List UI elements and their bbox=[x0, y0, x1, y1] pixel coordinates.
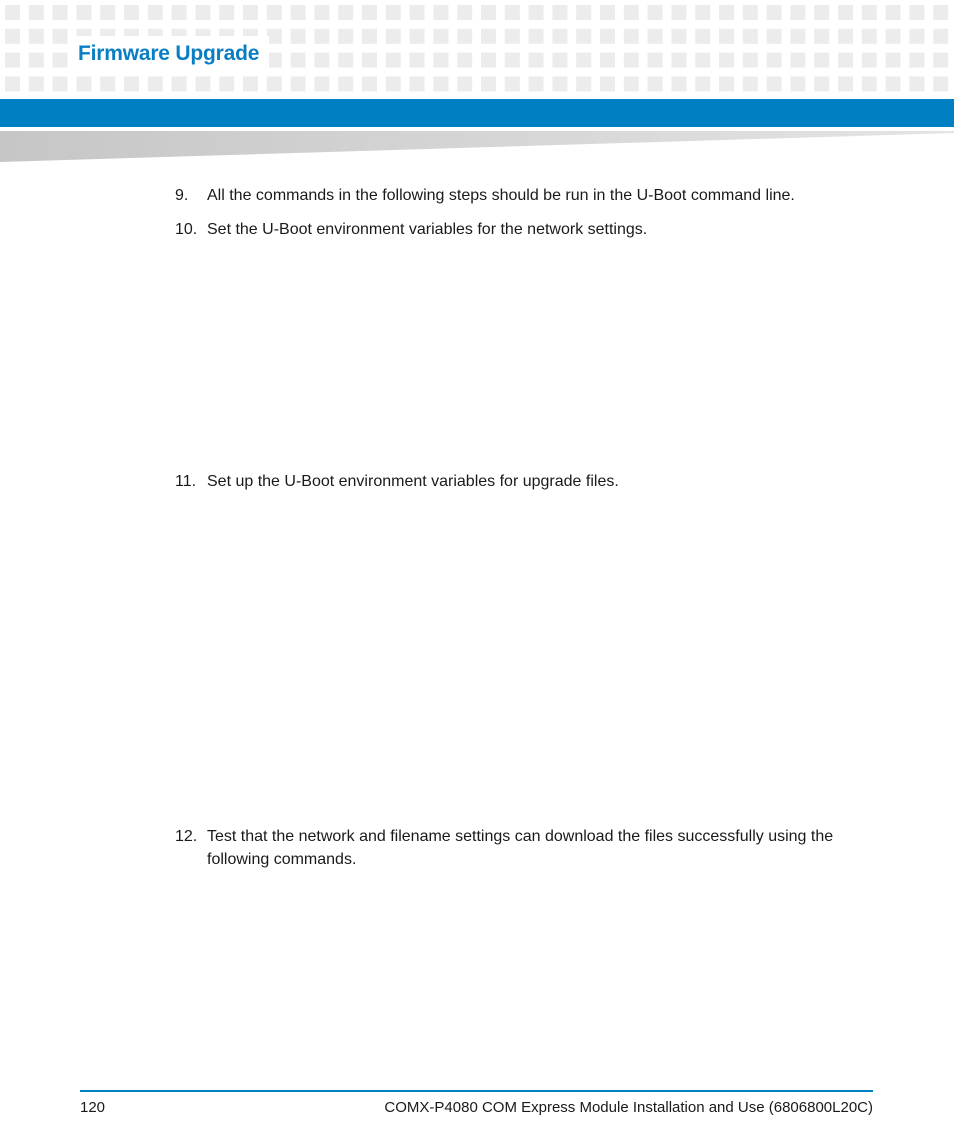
grid-square bbox=[600, 76, 615, 91]
step-item bbox=[175, 825, 875, 871]
grid-square bbox=[838, 29, 853, 44]
grid-square bbox=[814, 76, 829, 91]
grid-square bbox=[838, 76, 853, 91]
grid-square bbox=[505, 53, 520, 68]
grid-square bbox=[576, 5, 591, 20]
grid-square bbox=[481, 5, 496, 20]
grid-square bbox=[338, 76, 353, 91]
grid-square bbox=[410, 53, 425, 68]
grid-square bbox=[481, 29, 496, 44]
step-item bbox=[175, 218, 875, 241]
grid-square bbox=[505, 29, 520, 44]
grid-square bbox=[862, 5, 877, 20]
grid-square bbox=[148, 76, 163, 91]
grid-square bbox=[314, 76, 329, 91]
grid-square bbox=[909, 5, 924, 20]
grid-square bbox=[743, 53, 758, 68]
grid-square bbox=[862, 76, 877, 91]
step-number: 11. bbox=[175, 473, 197, 490]
grid-square bbox=[767, 5, 782, 20]
grid-square bbox=[790, 76, 805, 91]
grid-square bbox=[790, 5, 805, 20]
grid-square bbox=[909, 29, 924, 44]
grid-square bbox=[695, 29, 710, 44]
grid-square bbox=[862, 53, 877, 68]
grid-square bbox=[29, 5, 44, 20]
grid-square bbox=[552, 53, 567, 68]
grid-square bbox=[862, 29, 877, 44]
grid-square bbox=[410, 29, 425, 44]
grid-square bbox=[291, 76, 306, 91]
grid-square bbox=[172, 5, 187, 20]
grid-square bbox=[457, 53, 472, 68]
step-text: Set up the U-Boot environment variables for upgrade files. bbox=[207, 473, 619, 490]
grid-square bbox=[838, 5, 853, 20]
grid-square bbox=[529, 29, 544, 44]
grid-square bbox=[648, 29, 663, 44]
grid-square bbox=[505, 5, 520, 20]
grid-square bbox=[291, 29, 306, 44]
step-text: Set the U-Boot environment variables for the network settings. bbox=[207, 221, 648, 238]
step-number: 9. bbox=[175, 187, 189, 204]
grid-square bbox=[195, 5, 210, 20]
grid-square bbox=[648, 53, 663, 68]
grid-square bbox=[529, 53, 544, 68]
grid-square bbox=[671, 29, 686, 44]
grid-square bbox=[624, 76, 639, 91]
grid-square bbox=[481, 76, 496, 91]
grid-square bbox=[267, 76, 282, 91]
footer-rule bbox=[80, 1090, 873, 1092]
grid-square bbox=[100, 5, 115, 20]
grid-square bbox=[362, 29, 377, 44]
grid-square bbox=[195, 76, 210, 91]
grid-square bbox=[695, 76, 710, 91]
grid-square bbox=[719, 76, 734, 91]
grid-square bbox=[291, 53, 306, 68]
grid-square bbox=[624, 29, 639, 44]
grid-square bbox=[529, 5, 544, 20]
grid-square bbox=[457, 5, 472, 20]
grid-square bbox=[624, 5, 639, 20]
grid-square bbox=[53, 5, 68, 20]
grid-square bbox=[338, 29, 353, 44]
grid-square bbox=[648, 76, 663, 91]
grid-square bbox=[5, 53, 20, 68]
grid-square bbox=[505, 76, 520, 91]
grid-square bbox=[552, 29, 567, 44]
grid-square bbox=[719, 29, 734, 44]
grid-square bbox=[695, 5, 710, 20]
grid-square bbox=[909, 53, 924, 68]
grid-square bbox=[53, 29, 68, 44]
grid-square bbox=[814, 53, 829, 68]
grid-square bbox=[933, 53, 948, 68]
grid-square bbox=[243, 76, 258, 91]
grid-square bbox=[457, 29, 472, 44]
grid-square bbox=[148, 5, 163, 20]
grid-square bbox=[648, 5, 663, 20]
grid-square bbox=[433, 29, 448, 44]
grid-square bbox=[600, 5, 615, 20]
grid-square bbox=[53, 53, 68, 68]
step-text: Test that the network and filename settings can download the files successfully using the following commands. bbox=[207, 828, 834, 868]
grid-square bbox=[314, 53, 329, 68]
grid-square bbox=[219, 5, 234, 20]
document-title: COMX-P4080 COM Express Module Installation and Use (6806800L20C) bbox=[384, 1099, 873, 1116]
grid-square bbox=[267, 5, 282, 20]
step-text: All the commands in the following steps should be run in the U-Boot command line. bbox=[207, 187, 795, 204]
grid-square bbox=[457, 76, 472, 91]
grid-square bbox=[5, 76, 20, 91]
grid-square bbox=[386, 29, 401, 44]
grid-square bbox=[29, 76, 44, 91]
grid-square bbox=[933, 76, 948, 91]
grid-square bbox=[124, 76, 139, 91]
grid-square bbox=[76, 76, 91, 91]
grid-square bbox=[719, 53, 734, 68]
step-number: 10. bbox=[175, 221, 198, 238]
grid-square bbox=[552, 76, 567, 91]
grid-square bbox=[743, 5, 758, 20]
grid-square bbox=[481, 53, 496, 68]
grid-square bbox=[671, 53, 686, 68]
grid-square bbox=[743, 76, 758, 91]
grid-square bbox=[243, 5, 258, 20]
grid-square bbox=[576, 53, 591, 68]
step-item bbox=[175, 470, 875, 493]
grid-square bbox=[529, 76, 544, 91]
section-title-container bbox=[70, 36, 269, 72]
grid-square bbox=[410, 76, 425, 91]
grid-square bbox=[671, 5, 686, 20]
grid-square bbox=[886, 29, 901, 44]
grid-square bbox=[552, 5, 567, 20]
grid-square bbox=[386, 76, 401, 91]
grid-square bbox=[362, 5, 377, 20]
grid-square bbox=[124, 5, 139, 20]
grid-square bbox=[53, 76, 68, 91]
grid-square bbox=[600, 53, 615, 68]
grid-square bbox=[362, 53, 377, 68]
grid-square bbox=[100, 76, 115, 91]
grid-square bbox=[576, 29, 591, 44]
grid-square bbox=[5, 5, 20, 20]
grid-square bbox=[362, 76, 377, 91]
grid-square bbox=[624, 53, 639, 68]
grid-square bbox=[291, 5, 306, 20]
grid-square bbox=[314, 5, 329, 20]
grid-square bbox=[790, 29, 805, 44]
header-grey-wedge bbox=[0, 127, 954, 167]
grid-square bbox=[76, 5, 91, 20]
grid-square bbox=[933, 5, 948, 20]
grid-square bbox=[338, 5, 353, 20]
step-item bbox=[175, 184, 875, 207]
grid-square bbox=[814, 29, 829, 44]
grid-square bbox=[386, 53, 401, 68]
grid-square bbox=[29, 53, 44, 68]
header-blue-band bbox=[0, 99, 954, 127]
grid-square bbox=[838, 53, 853, 68]
grid-square bbox=[433, 53, 448, 68]
grid-square bbox=[743, 29, 758, 44]
grid-square bbox=[172, 76, 187, 91]
grid-square bbox=[814, 5, 829, 20]
section-title: Firmware Upgrade bbox=[78, 42, 260, 65]
grid-square bbox=[933, 29, 948, 44]
grid-square bbox=[433, 76, 448, 91]
grid-square bbox=[576, 76, 591, 91]
grid-square bbox=[886, 53, 901, 68]
step-number: 12. bbox=[175, 828, 198, 845]
grid-square bbox=[886, 5, 901, 20]
grid-square bbox=[433, 5, 448, 20]
grid-square bbox=[767, 53, 782, 68]
grid-square bbox=[767, 29, 782, 44]
grid-square bbox=[29, 29, 44, 44]
grid-square bbox=[5, 29, 20, 44]
grid-square bbox=[767, 76, 782, 91]
grid-square bbox=[314, 29, 329, 44]
page-number: 120 bbox=[80, 1099, 106, 1116]
grid-square bbox=[909, 76, 924, 91]
grid-square bbox=[695, 53, 710, 68]
grid-square bbox=[886, 76, 901, 91]
grid-square bbox=[600, 29, 615, 44]
grid-square bbox=[386, 5, 401, 20]
grid-square bbox=[719, 5, 734, 20]
grid-square bbox=[219, 76, 234, 91]
grid-square bbox=[671, 76, 686, 91]
grid-square bbox=[410, 5, 425, 20]
grid-square bbox=[338, 53, 353, 68]
grid-square bbox=[790, 53, 805, 68]
